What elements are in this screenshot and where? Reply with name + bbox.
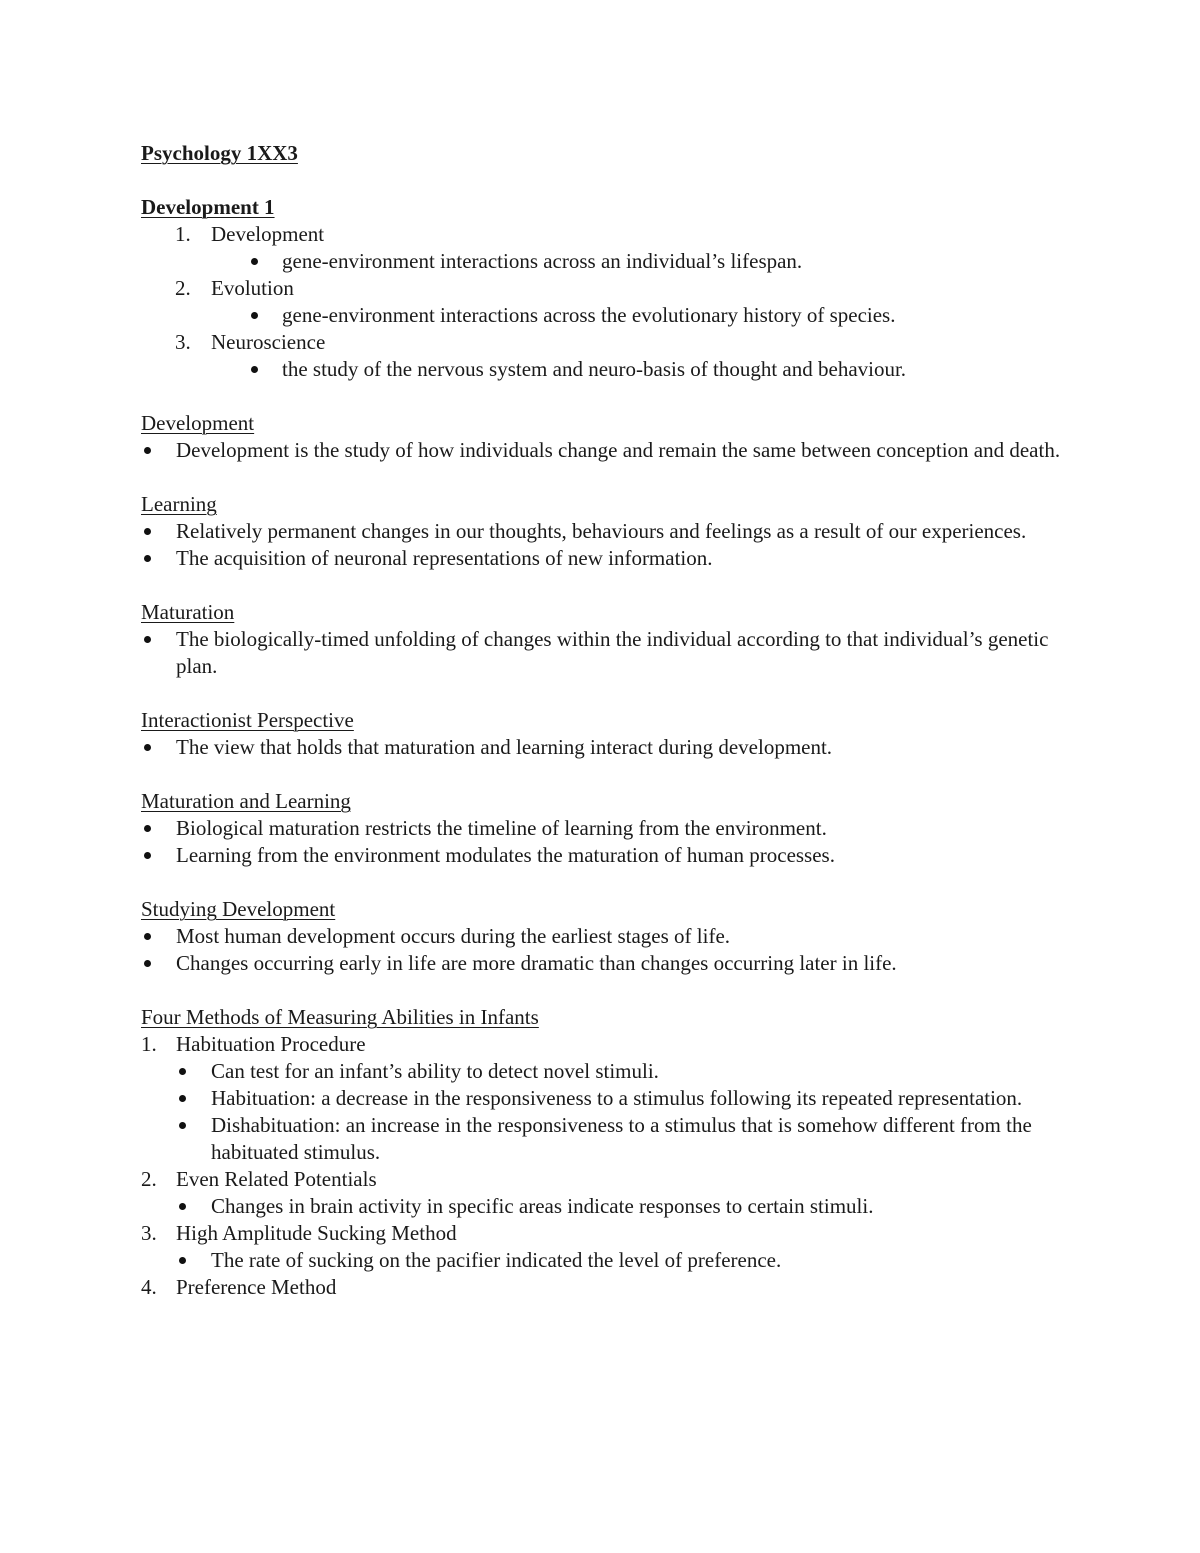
- bullet-icon: [144, 933, 151, 940]
- bullet-icon: [144, 825, 151, 832]
- bullet-text: Changes occurring early in life are more dramatic than changes occurring later in life.: [176, 951, 897, 975]
- bullet-text: The biologically-timed unfolding of changes within the individual according to that individual’s genetic plan.: [176, 627, 1049, 678]
- topic-bullet: [141, 248, 1061, 275]
- bullet-text: Development is the study of how individuals change and remain the same between conception and death.: [176, 438, 1061, 462]
- topic-label: Development: [211, 222, 325, 246]
- list-number: 3.: [141, 1221, 157, 1245]
- bullet-icon: [144, 852, 151, 859]
- bullet-text: Learning from the environment modulates the maturation of human processes.: [176, 843, 835, 867]
- lecture-heading: Development 1: [141, 195, 275, 219]
- bullet-text: The acquisition of neuronal representations of new information.: [176, 546, 713, 570]
- bullet-icon: [251, 312, 258, 319]
- section-bullet: [141, 815, 1061, 842]
- section-bullet: [141, 842, 1061, 869]
- bullet-icon: [144, 960, 151, 967]
- bullet-icon: [179, 1095, 186, 1102]
- method-item: [141, 1274, 1061, 1301]
- bullet-icon: [179, 1122, 186, 1129]
- section-bullet: [141, 950, 1061, 977]
- bullet-text: The rate of sucking on the pacifier indicated the level of preference.: [211, 1248, 782, 1272]
- bullet-text: Changes in brain activity in specific areas indicate responses to certain stimuli.: [211, 1194, 874, 1218]
- bullet-icon: [144, 744, 151, 751]
- bullet-icon: [251, 366, 258, 373]
- list-number: 1.: [141, 1032, 157, 1056]
- bullet-text: The view that holds that maturation and learning interact during development.: [176, 735, 833, 759]
- bullet-text: Relatively permanent changes in our thoughts, behaviours and feelings as a result of our experiences.: [176, 519, 1027, 543]
- topic-label: Neuroscience: [211, 330, 326, 354]
- list-number: 3.: [175, 330, 191, 354]
- topic-item: [141, 329, 1061, 356]
- topic-item: [141, 221, 1061, 248]
- section-heading: Development: [141, 411, 255, 435]
- bullet-text: Biological maturation restricts the timeline of learning from the environment.: [176, 816, 827, 840]
- section-bullet: [141, 437, 1061, 464]
- bullet-text: gene-environment interactions across the evolutionary history of species.: [282, 303, 896, 327]
- list-number: 1.: [175, 222, 191, 246]
- bullet-text: Dishabituation: an increase in the responsiveness to a stimulus that is somehow different from the habituated stimulus.: [211, 1113, 1032, 1164]
- method-label: Habituation Procedure: [176, 1032, 366, 1056]
- method-bullet: [141, 1085, 1061, 1112]
- bullet-icon: [144, 528, 151, 535]
- bullet-text: Can test for an infant’s ability to detect novel stimuli.: [211, 1059, 659, 1083]
- topic-item: [141, 275, 1061, 302]
- topic-bullet: [141, 302, 1061, 329]
- list-number: 2.: [141, 1167, 157, 1191]
- method-item: [141, 1166, 1061, 1193]
- bullet-text: gene-environment interactions across an individual’s lifespan.: [282, 249, 803, 273]
- method-bullet: [141, 1193, 1061, 1220]
- bullet-icon: [179, 1257, 186, 1264]
- bullet-icon: [144, 636, 151, 643]
- section-bullet: [141, 734, 1061, 761]
- topic-bullet: [141, 356, 1061, 383]
- section-bullet: [141, 626, 1061, 680]
- bullet-text: the study of the nervous system and neuro-basis of thought and behaviour.: [282, 357, 907, 381]
- method-label: Preference Method: [176, 1275, 337, 1299]
- method-bullet: [141, 1247, 1061, 1274]
- section-heading: Maturation: [141, 600, 235, 624]
- list-number: 2.: [175, 276, 191, 300]
- method-bullet: [141, 1112, 1061, 1166]
- section-heading: Studying Development: [141, 897, 336, 921]
- list-number: 4.: [141, 1275, 157, 1299]
- document-title: Psychology 1XX3: [141, 141, 298, 165]
- section-bullet: [141, 545, 1061, 572]
- topic-label: Evolution: [211, 276, 294, 300]
- section-bullet: [141, 923, 1061, 950]
- bullet-text: Habituation: a decrease in the responsiveness to a stimulus following its repeated representation.: [211, 1086, 1023, 1110]
- methods-heading: Four Methods of Measuring Abilities in Infants: [141, 1005, 539, 1029]
- method-label: Even Related Potentials: [176, 1167, 377, 1191]
- bullet-icon: [179, 1068, 186, 1075]
- document-page: [141, 140, 1061, 1301]
- section-bullet: [141, 518, 1061, 545]
- bullet-icon: [144, 447, 151, 454]
- section-heading: Learning: [141, 492, 217, 516]
- section-heading: Maturation and Learning: [141, 789, 351, 813]
- method-bullet: [141, 1058, 1061, 1085]
- method-item: [141, 1220, 1061, 1247]
- method-label: High Amplitude Sucking Method: [176, 1221, 457, 1245]
- bullet-icon: [179, 1203, 186, 1210]
- bullet-icon: [144, 555, 151, 562]
- method-item: [141, 1031, 1061, 1058]
- bullet-text: Most human development occurs during the earliest stages of life.: [176, 924, 731, 948]
- section-heading: Interactionist Perspective: [141, 708, 354, 732]
- bullet-icon: [251, 258, 258, 265]
